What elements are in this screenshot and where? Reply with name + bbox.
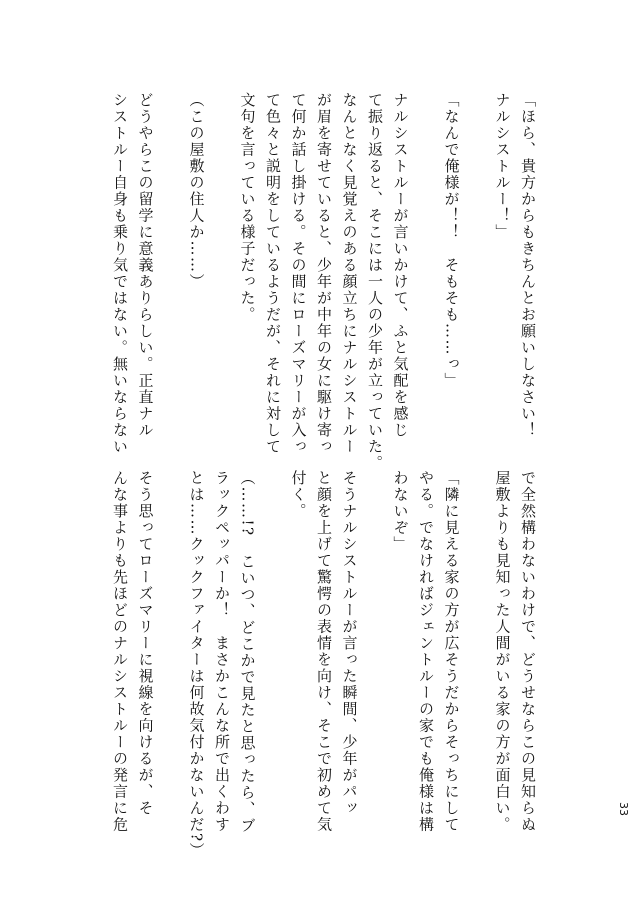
bottom_block-line — [260, 470, 286, 810]
bottom_block-line: 付く。 — [289, 470, 308, 520]
bottom_block-line: で全然構わないわけで、どうせならこの見知らぬ — [519, 470, 537, 833]
top_block-line: が眉を寄せていると、少年が中年の女に駆け寄っ — [315, 92, 333, 455]
top_block-line: て何か話し掛ける。その間にローズマリーが入っ — [289, 92, 308, 455]
top_block-line: （この屋敷の住人か……） — [187, 92, 206, 290]
top_block-line: 「なんで俺様が！！ そもそも……っ」 — [442, 92, 461, 389]
bottom_block-line: わないぞ」 — [391, 470, 410, 553]
text-block-top — [111, 92, 540, 472]
bottom_block-line: んな事よりも先ほどのナルシストルーの発言に危 — [111, 470, 129, 833]
bottom_block-line: そうナルシストルーが言った瞬間、少年がパッ — [340, 470, 359, 817]
top_block-line: ナルシストルー！」 — [493, 92, 512, 241]
top_block-line — [209, 92, 235, 437]
bottom_block-line — [362, 470, 388, 810]
top_block-line — [464, 92, 490, 437]
top_block-line: ナルシストルーが言いかけて、ふと気配を感じ — [391, 92, 410, 439]
bottom_block-line: 「隣に見える家の方が広そうだからそっちにして — [442, 470, 461, 833]
top_block-line: どうやらこの留学に意義ありらしい。正直ナル — [136, 92, 155, 439]
top_block-line: なんとなく見覚えのある顔立ちにナルシストルー — [340, 92, 359, 455]
bottom_block-line — [464, 470, 490, 810]
page-number: 33 — [617, 802, 630, 816]
bottom_block-line: と顔を上げて驚愕の表情を向け、そこで初めて気 — [315, 470, 333, 833]
bottom_block-line: そう思ってローズマリーに視線を向けるが、そ — [136, 470, 155, 817]
bottom_block-line: 屋敷よりも見知った人間がいる家の方が面白い。 — [493, 470, 512, 833]
text-block-bottom — [111, 470, 540, 860]
bottom_block-line: （……!? こいつ、どこかで見たと思ったら、ブ — [238, 470, 257, 834]
top_block-line: 文句を言っている様子だった。 — [238, 92, 257, 323]
bottom_block-line: とは……クックファイターは何故気付かないんだ?） — [187, 470, 206, 860]
top_block-line — [158, 92, 184, 437]
top_block-line — [413, 92, 439, 437]
bottom_block-line — [158, 470, 184, 810]
top_block-line: て色々と説明をしているようだが、それに対して — [264, 92, 282, 455]
bottom_block-line: ラックペッパーか！ まさかこんな所で出くわす — [213, 470, 231, 833]
bottom_block-line: やる。でなければジェントルーの家でも俺様は構 — [417, 470, 435, 833]
top_block-line: 「ほら、貴方からもきちんとお願いしなさい！ — [519, 92, 537, 439]
top_block-line: て振り返ると、そこには一人の少年が立っていた。 — [366, 92, 384, 472]
top_block-line: シストルー自身も乗り気ではない。無いならない — [111, 92, 129, 455]
